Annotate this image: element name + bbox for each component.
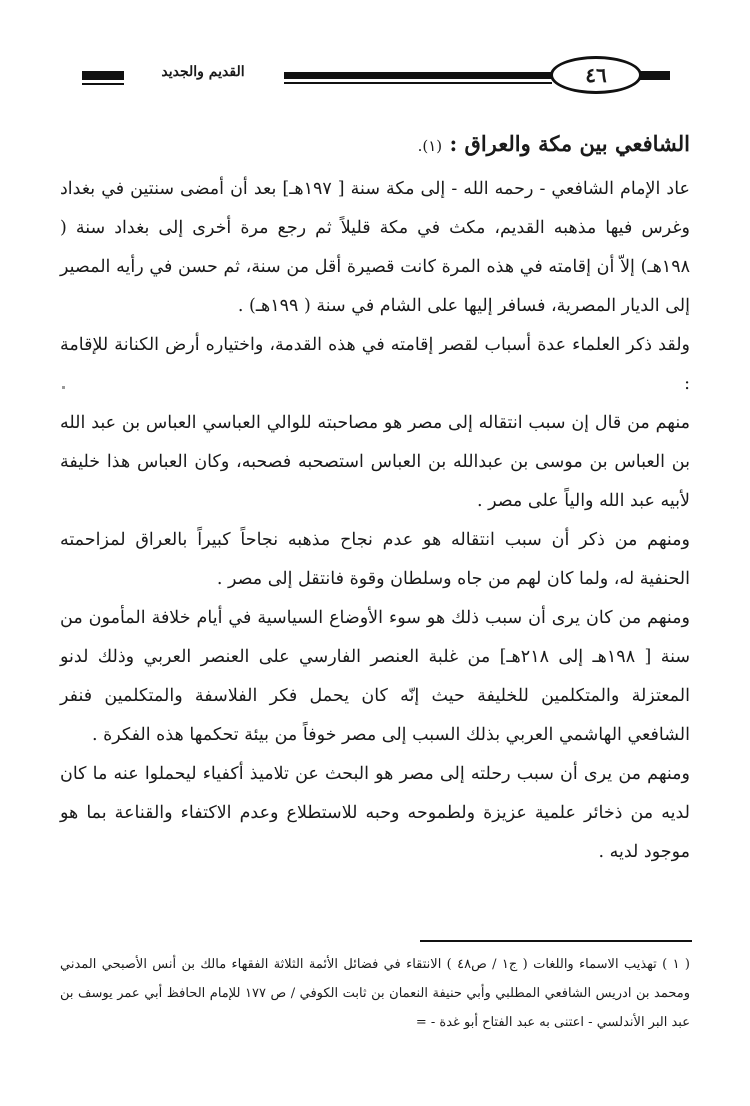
- main-text: [60, 126, 690, 872]
- footnote-separator: [420, 940, 692, 942]
- footnote-reference: (١).: [417, 137, 443, 155]
- page-header: [82, 54, 670, 98]
- section-heading-text: الشافعي بين مكة والعراق :: [449, 131, 690, 156]
- paragraph: ومنهم من يرى أن سبب رحلته إلى مصر هو البحث عن تلاميذ أكفياء ليحملوا عنه ما كان لديه من ذخائر علمية عزيزة ولطموحه وحبه للاستطلاع وعدم الاكتفاء والقناعة بما هو موجود لديه .: [60, 764, 690, 862]
- footnotes: [60, 950, 690, 1037]
- paragraph: ومنهم من ذكر أن سبب انتقاله هو عدم نجاح مذهبه نجاحاً كبيراً بالعراق لمزاحمته الحنفية له، ولما كان لهم من جاه وسلطان وقوة فانتقل إلى مصر .: [60, 530, 690, 589]
- header-rule-left: [82, 71, 124, 80]
- header-rule-right: [640, 71, 670, 80]
- section-heading: [60, 126, 690, 164]
- paragraph: ولقد ذكر العلماء عدة أسباب لقصر إقامته في هذه القدمة، واختياره أرض الكنانة للإقامة :: [60, 335, 690, 394]
- page-number-badge: ٤٦: [550, 56, 642, 94]
- header-rule-middle: [284, 72, 552, 79]
- paragraph: عاد الإمام الشافعي - رحمه الله - إلى مكة سنة [ ١٩٧هـ] بعد أن أمضى سنتين في بغداد وغرس فيها مذهبه القديم، مكث في مكة قليلاً ثم رجع مرة أخرى إلى بغداد سنة ( ١٩٨هـ) إلاّ أن إقامته في هذه المرة كانت قصيرة أقل من سنة، ثم حسن في رأيه المصير إلى الديار المصرية، فسافر إليها على الشام في سنة ( ١٩٩هـ) .: [60, 179, 690, 316]
- paragraph: منهم من قال إن سبب انتقاله إلى مصر هو مصاحبته للوالي العباسي العباس بن عبد الله بن العباس بن موسى بن عبدالله بن العباس استصحبه فصحبه، وكان العباس هذا خليفة لأبيه عبد الله والياً على مصر .: [60, 413, 690, 511]
- paragraph: ومنهم من كان يرى أن سبب ذلك هو سوء الأوضاع السياسية في أيام خلافة المأمون من سنة [ ١٩٨هـ إلى ٢١٨هـ] من غلبة العنصر الفارسي على العنصر العربي وذلك لدنو المعتزلة والمتكلمين للخليفة حيث إنّه كان يحمل فكر الفلاسفة والمتكلمين فنفر الشافعي الهاشمي العربي بذلك السبب إلى مصر خوفاً من بيئة تحكمها هذه الفكرة .: [60, 608, 691, 745]
- running-title: القديم والجديد: [161, 64, 245, 80]
- footnote-1: ( ١ ) تهذيب الاسماء واللغات ( ج١ / ص٤٨ ) الانتقاء في فضائل الأئمة الثلاثة الفقهاء مالك بن أنس الأصبحي المدني ومحمد بن ادريس الشافعي المطلبي وأبي حنيفة النعمان بن ثابت الكوفي / ص ١٧٧ للإمام الحافظ أبي عمر يوسف بن عبد البر الأندلسي - اعتنى به عبد الفتاح أبو غدة - =: [60, 957, 690, 1030]
